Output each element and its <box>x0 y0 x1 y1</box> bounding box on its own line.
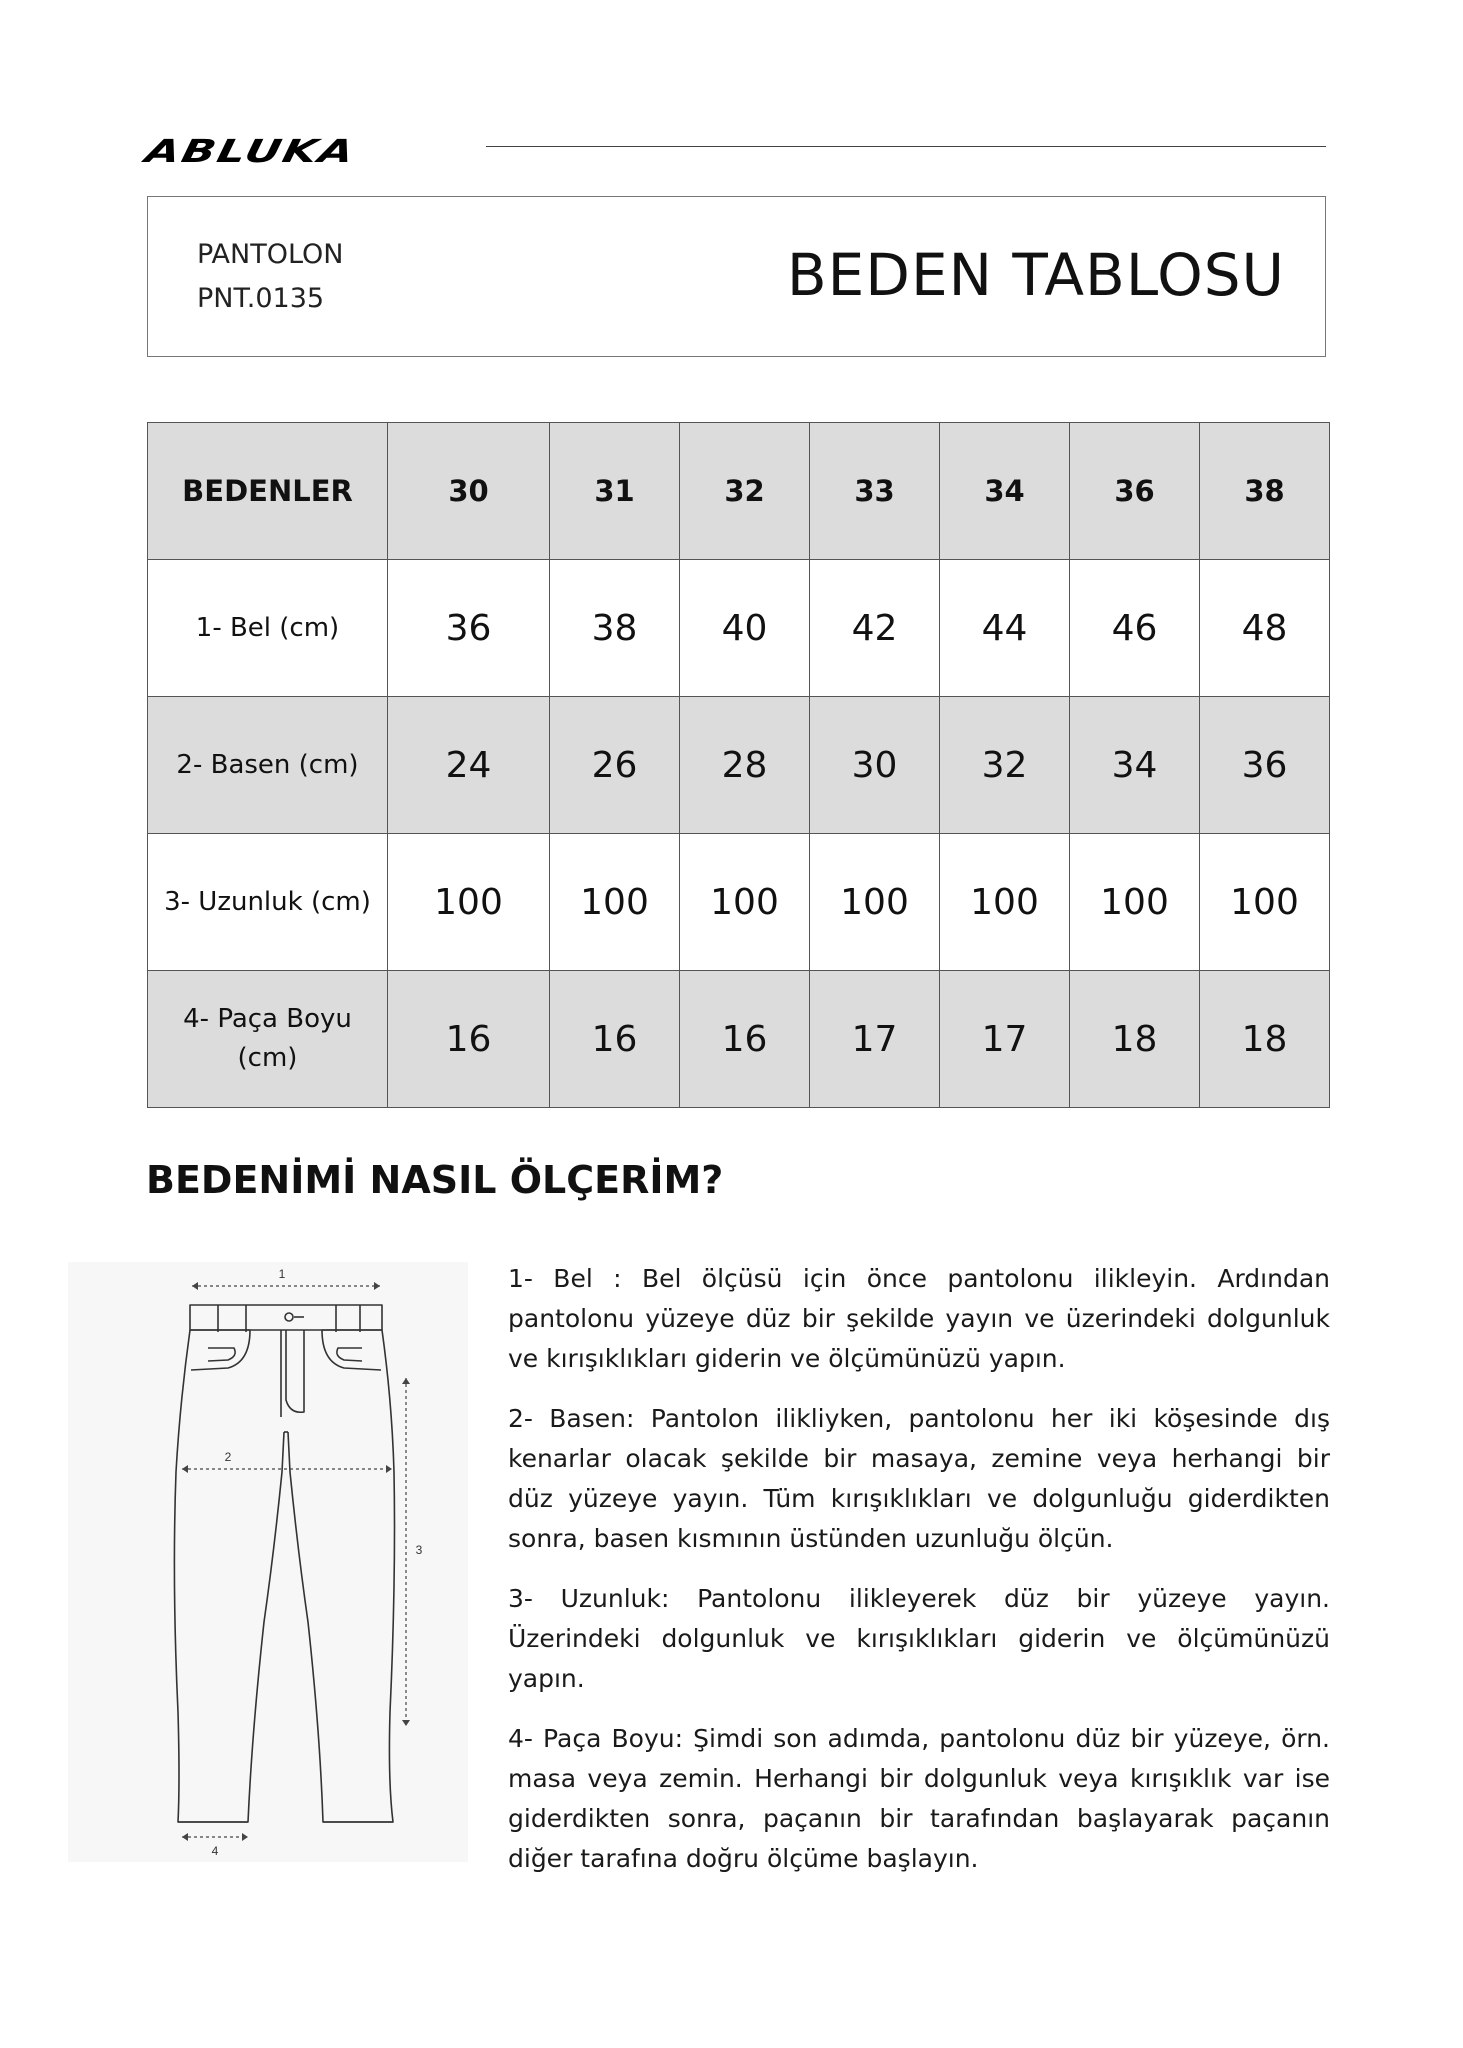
header-divider <box>486 146 1326 147</box>
table-cell: 18 <box>1200 971 1330 1108</box>
size-table <box>147 422 1330 1108</box>
table-cell: 42 <box>810 560 940 697</box>
table-row-basen <box>148 697 1330 834</box>
table-cell: 36 <box>1200 697 1330 834</box>
table-row-bel <box>148 560 1330 697</box>
table-row-paca-boyu <box>148 971 1330 1108</box>
table-cell: 16 <box>680 971 810 1108</box>
instruction-step-4: 4- Paça Boyu: Şimdi son adımda, pantolonu düz bir yüzeye, örn. masa veya zemin. Herhangi bir dolgunluk veya kırışıklık var ise giderdikten sonra, paçanın bir tarafından başlayarak paçanın diğer tarafına doğru ölçüme başlayın. <box>508 1724 1330 1873</box>
size-header: 36 <box>1070 423 1200 560</box>
row-label: 3- Uzunluk (cm) <box>148 834 388 971</box>
page-title: BEDEN TABLOSU <box>786 241 1285 309</box>
table-cell: 26 <box>550 697 680 834</box>
trousers-drawing <box>68 1262 468 1862</box>
table-cell: 24 <box>388 697 550 834</box>
table-cell: 32 <box>940 697 1070 834</box>
table-header-row <box>148 423 1330 560</box>
table-cell: 18 <box>1070 971 1200 1108</box>
product-type: PANTOLON <box>197 239 344 270</box>
measure-instructions <box>508 1259 1330 1899</box>
size-header: 30 <box>388 423 550 560</box>
row-label <box>148 971 388 1108</box>
product-code: PNT.0135 <box>197 283 325 314</box>
size-header: 32 <box>680 423 810 560</box>
table-cell: 100 <box>940 834 1070 971</box>
row-label-line1: 4- Paça Boyu <box>183 1004 352 1034</box>
table-header-label: BEDENLER <box>148 423 388 560</box>
table-cell: 30 <box>810 697 940 834</box>
measure-guide-title: BEDENİMİ NASIL ÖLÇERİM? <box>146 1158 724 1202</box>
table-cell: 17 <box>810 971 940 1108</box>
table-cell: 28 <box>680 697 810 834</box>
title-box <box>147 196 1326 357</box>
table-cell: 100 <box>1200 834 1330 971</box>
size-header: 38 <box>1200 423 1330 560</box>
measure-label-4: 4 <box>211 1844 219 1858</box>
table-cell: 46 <box>1070 560 1200 697</box>
table-cell: 40 <box>680 560 810 697</box>
brand-logo: ABLUKA <box>142 133 360 170</box>
table-cell: 36 <box>388 560 550 697</box>
row-label: 1- Bel (cm) <box>148 560 388 697</box>
table-cell: 34 <box>1070 697 1200 834</box>
table-cell: 17 <box>940 971 1070 1108</box>
size-header: 33 <box>810 423 940 560</box>
measure-label-2: 2 <box>224 1450 232 1464</box>
table-cell: 44 <box>940 560 1070 697</box>
table-cell: 16 <box>388 971 550 1108</box>
instruction-step-2: 2- Basen: Pantolon ilikliyken, pantolonu her iki köşesinde dış kenarlar olacak şekilde bir masaya, zemine veya herhangi bir düz yüzeye yayın. Tüm kırışıklıkları ve dolgunluğu giderdikten sonra, basen kısmının üstünden uzunluğu ölçün. <box>508 1404 1330 1553</box>
size-header: 34 <box>940 423 1070 560</box>
table-cell: 100 <box>680 834 810 971</box>
row-label: 2- Basen (cm) <box>148 697 388 834</box>
table-cell: 100 <box>1070 834 1200 971</box>
table-cell: 100 <box>810 834 940 971</box>
measure-label-1: 1 <box>278 1267 286 1281</box>
table-cell: 100 <box>550 834 680 971</box>
instruction-step-1: 1- Bel : Bel ölçüsü için önce pantolonu ilikleyin. Ardından pantolonu yüzeye düz bir şekilde yayın ve üzerindeki dolgunluk ve kırışıklıkları giderin ve ölçümünüzü yapın. <box>508 1264 1330 1373</box>
measure-label-3: 3 <box>415 1543 423 1557</box>
table-row-uzunluk <box>148 834 1330 971</box>
table-cell: 100 <box>388 834 550 971</box>
size-header: 31 <box>550 423 680 560</box>
instruction-step-3: 3- Uzunluk: Pantolonu ilikleyerek düz bir yüzeye yayın. Üzerindeki dolgunluk ve kırışıklıkları giderin ve ölçümünüzü yapın. <box>508 1584 1330 1693</box>
row-label-line2: (cm) <box>237 1043 298 1073</box>
table-cell: 38 <box>550 560 680 697</box>
trousers-diagram <box>68 1262 468 1862</box>
table-cell: 48 <box>1200 560 1330 697</box>
table-cell: 16 <box>550 971 680 1108</box>
